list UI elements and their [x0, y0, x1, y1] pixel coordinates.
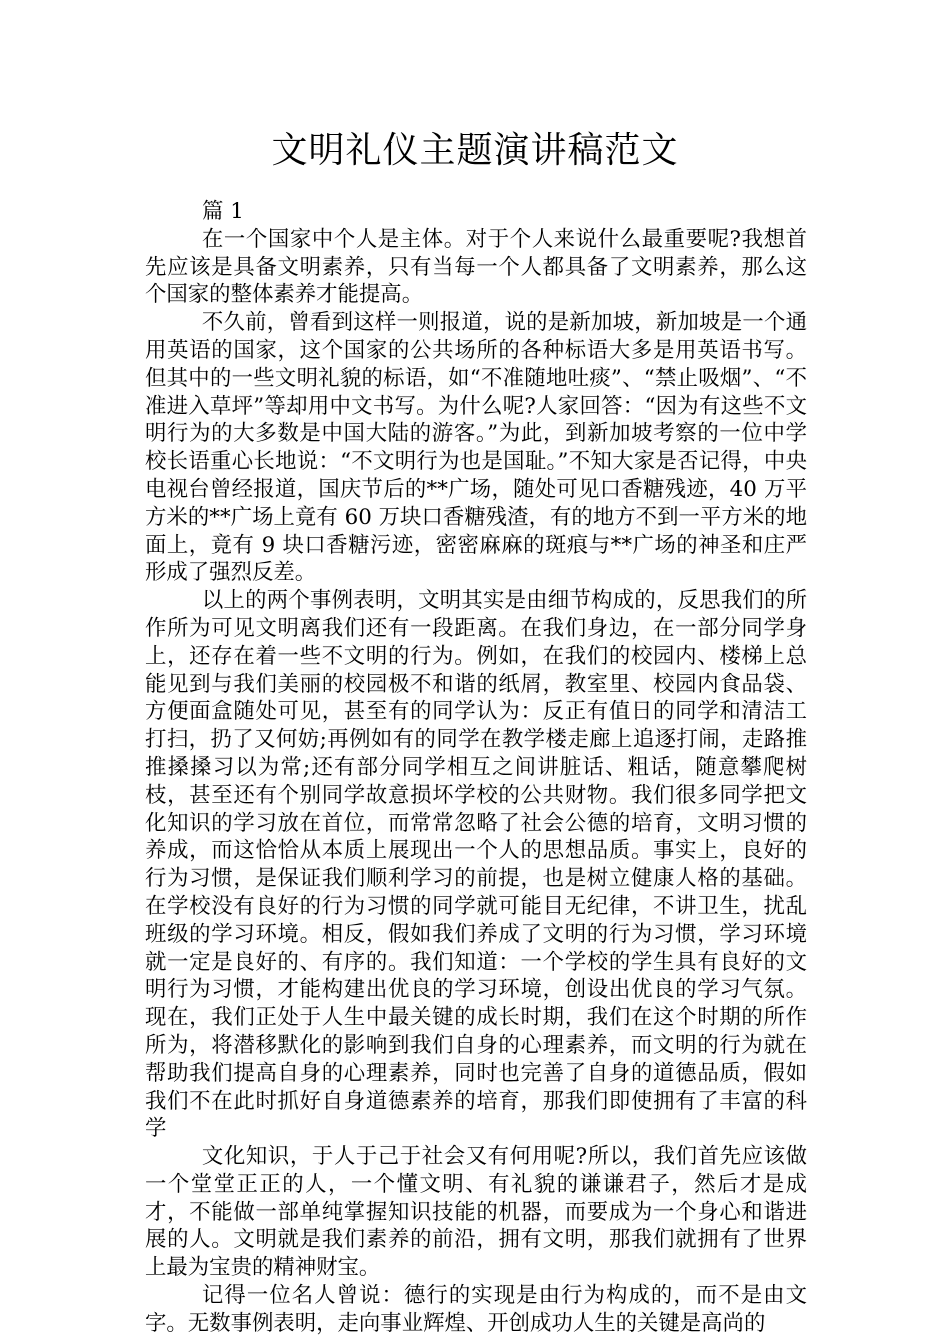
paragraph: 以上的两个事例表明，文明其实是由细节构成的，反思我们的所作所为可见文明离我们还有一段距离。在我们身边，在一部分同学身上，还存在着一些不文明的行为。例如，在我们的校园内、楼梯上总能见到与我们美丽的校园极不和谐的纸屑，教室里、校园内食品袋、方便面盒随处可见，甚至有的同学认为：反正有值日的同学和清洁工打扫，扔了又何妨;再例如有的同学在教学楼走廊上追逐打闹，走路推推搡搡习以为常;还有部分同学相互之间讲脏话、粗话，随意攀爬树枝，甚至还有个别同学故意损坏学校的公共财物。我们很多同学把文化知识的学习放在首位，而常常忽略了社会公德的培育，文明习惯的养成，而这恰恰从本质上展现出一个人的思想品质。事实上，良好的行为习惯，是保证我们顺利学习的前提，也是树立健康人格的基础。在学校没有良好的行为习惯的同学就可能目无纪律，不讲卫生，扰乱班级的学习环境。相反，假如我们养成了文明的行为习惯，学习环境就一定是良好的、有序的。我们知道：一个学校的学生具有良好的文明行为习惯，才能构建出优良的学习环境，创设出优良的学习气氛。现在，我们正处于人生中最关键的成长时期，我们在这个时期的所作所为，将潜移默化的影响到我们自身的心理素养，而文明的行为就在帮助我们提高自身的心理素养，同时也完善了自身的道德品质，假如我们不在此时抓好自身道德素养的培育，那我们即使拥有了丰富的科学	[145, 588, 807, 1142]
paragraph: 不久前，曾看到这样一则报道，说的是新加坡，新加坡是一个通用英语的国家，这个国家的公共场所的各种标语大多是用英语书写。但其中的一些文明礼貌的标语，如“不准随地吐痰”、“禁止吸烟”、“不准进入草坪”等却用中文书写。为什么呢?人家回答：“因为有这些不文明行为的大多数是中国大陆的游客。”为此，到新加坡考察的一位中学校长语重心长地说：“不文明行为也是国耻。”不知大家是否记得，中央电视台曾经报道，国庆节后的**广场，随处可见口香糖残迹，40 万平方米的**广场上竟有 60 万块口香糖残渣，有的地方不到一平方米的地面上，竟有 9 块口香糖污迹，密密麻麻的斑痕与**广场的神圣和庄严形成了强烈反差。	[145, 310, 807, 586]
document-title: 文明礼仪主题演讲稿范文	[271, 130, 679, 171]
paragraph: 记得一位名人曾说：德行的实现是由行为构成的，而不是由文字。无数事例表明，走向事业辉煌、开创成功人生的关键是高尚的	[145, 1283, 807, 1336]
document-body	[145, 198, 807, 1338]
paragraph: 在一个国家中个人是主体。对于个人来说什么最重要呢?我想首先应该是具备文明素养，只有当每一个人都具备了文明素养，那么这个国家的整体素养才能提高。	[145, 226, 807, 308]
paragraph: 文化知识，于人于己于社会又有何用呢?所以，我们首先应该做一个堂堂正正的人，一个懂文明、有礼貌的谦谦君子，然后才是成才，不能做一部单纯掌握知识技能的机器，而要成为一个身心和谐进展的人。文明就是我们素养的前沿，拥有文明，那我们就拥有了世界上最为宝贵的精神财宝。	[145, 1144, 807, 1281]
section-label: 篇 1	[202, 199, 244, 224]
